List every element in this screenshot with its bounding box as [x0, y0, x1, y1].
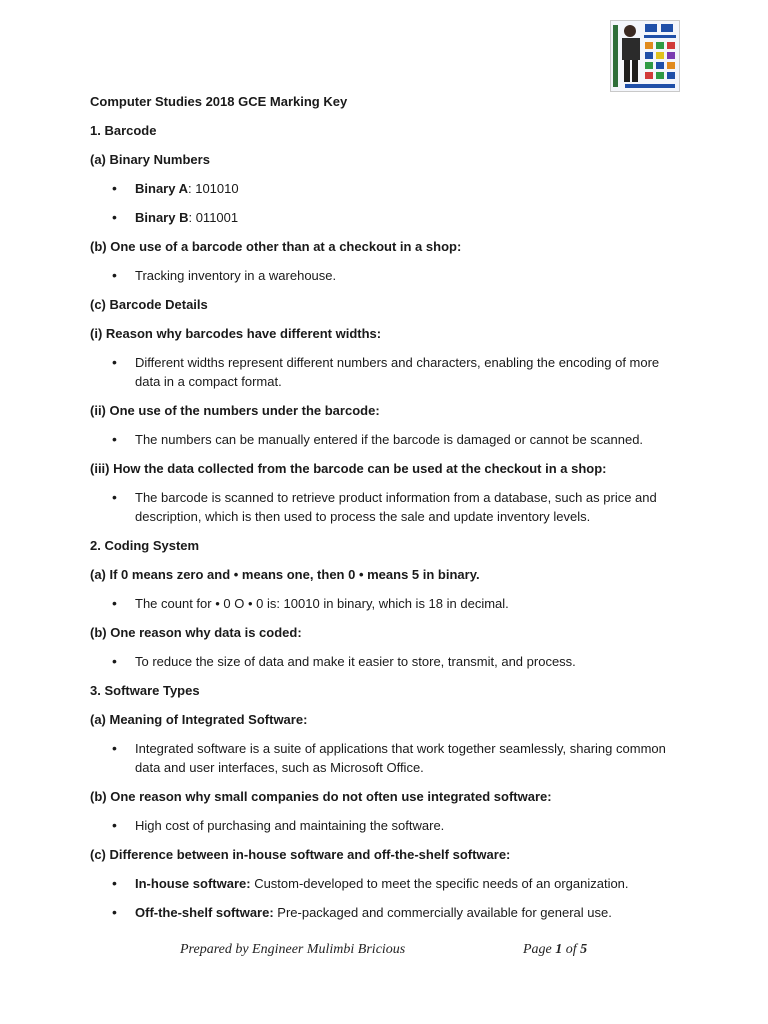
item-label: Binary B — [135, 210, 189, 225]
section-3b-list — [90, 816, 680, 835]
section-1c-iii-list — [90, 488, 680, 526]
list-item: • The barcode is scanned to retrieve product information from a database, such as price and description, which is then used to process the sale and update inventory levels. — [90, 488, 680, 526]
list-item: • Tracking inventory in a warehouse. — [90, 266, 680, 285]
page-number — [523, 942, 587, 958]
page-of: of — [562, 942, 581, 957]
section-1a-heading: (a) Binary Numbers — [90, 152, 210, 167]
item-text: : 101010 — [187, 181, 239, 196]
section-1b-heading: (b) One use of a barcode other than at a checkout in a shop: — [90, 239, 462, 254]
section-1b-list — [90, 266, 680, 285]
page-current: 1 — [555, 942, 563, 957]
list-item: • The numbers can be manually entered if the barcode is damaged or cannot be scanned. — [90, 430, 680, 449]
section-3c-heading: (c) Difference between in-house software and off-the-shelf software: — [90, 847, 511, 862]
list-item — [90, 903, 680, 922]
list-item: • Integrated software is a suite of applications that work together seamlessly, sharing common data and user interfaces, such as Microsoft Office. — [90, 739, 680, 777]
item-label: Off-the-shelf software: — [135, 905, 274, 920]
section-1c-iii-heading: (iii) How the data collected from the barcode can be used at the checkout in a shop: — [90, 461, 607, 476]
section-2a-list — [90, 594, 680, 613]
item-text: Custom-developed to meet the specific needs of an organization. — [250, 876, 629, 891]
item-label: In-house software: — [135, 876, 251, 891]
section-1a-list — [90, 179, 680, 227]
item-text: Pre-packaged and commercially available for general use. — [273, 905, 612, 920]
list-item — [90, 208, 680, 227]
section-1-heading: 1. Barcode — [90, 123, 157, 138]
section-1c-ii-list — [90, 430, 680, 449]
section-3a-heading: (a) Meaning of Integrated Software: — [90, 712, 308, 727]
section-1c-i-list — [90, 353, 680, 391]
document-body — [90, 92, 680, 932]
footer-author: Prepared by Engineer Mulimbi Bricious — [180, 942, 406, 957]
section-3b-heading: (b) One reason why small companies do not often use integrated software: — [90, 789, 552, 804]
section-2b-list — [90, 652, 680, 671]
item-text: : 011001 — [188, 210, 239, 225]
author-logo — [610, 20, 680, 92]
document-title: Computer Studies 2018 GCE Marking Key — [90, 94, 348, 109]
section-1c-heading: (c) Barcode Details — [90, 297, 208, 312]
page-prefix: Page — [523, 942, 556, 957]
list-item — [90, 179, 680, 198]
section-2a-heading: (a) If 0 means zero and • means one, then 0 • means 5 in binary. — [90, 567, 480, 582]
list-item: • The count for • 0 O • 0 is: 10010 in binary, which is 18 in decimal. — [90, 594, 680, 613]
section-3c-list — [90, 874, 680, 922]
list-item — [90, 874, 680, 893]
page-footer — [180, 942, 590, 958]
list-item: • High cost of purchasing and maintaining the software. — [90, 816, 680, 835]
page-total: 5 — [580, 942, 588, 957]
section-3-heading: 3. Software Types — [90, 683, 200, 698]
section-3a-list — [90, 739, 680, 777]
section-2b-heading: (b) One reason why data is coded: — [90, 625, 302, 640]
list-item: • Different widths represent different numbers and characters, enabling the encoding of more data in a compact format. — [90, 353, 680, 391]
item-label: Binary A — [135, 181, 188, 196]
section-2-heading: 2. Coding System — [90, 538, 200, 553]
section-1c-ii-heading: (ii) One use of the numbers under the barcode: — [90, 403, 380, 418]
section-1c-i-heading: (i) Reason why barcodes have different widths: — [90, 326, 382, 341]
logo-image — [611, 21, 679, 91]
list-item: • To reduce the size of data and make it easier to store, transmit, and process. — [90, 652, 680, 671]
